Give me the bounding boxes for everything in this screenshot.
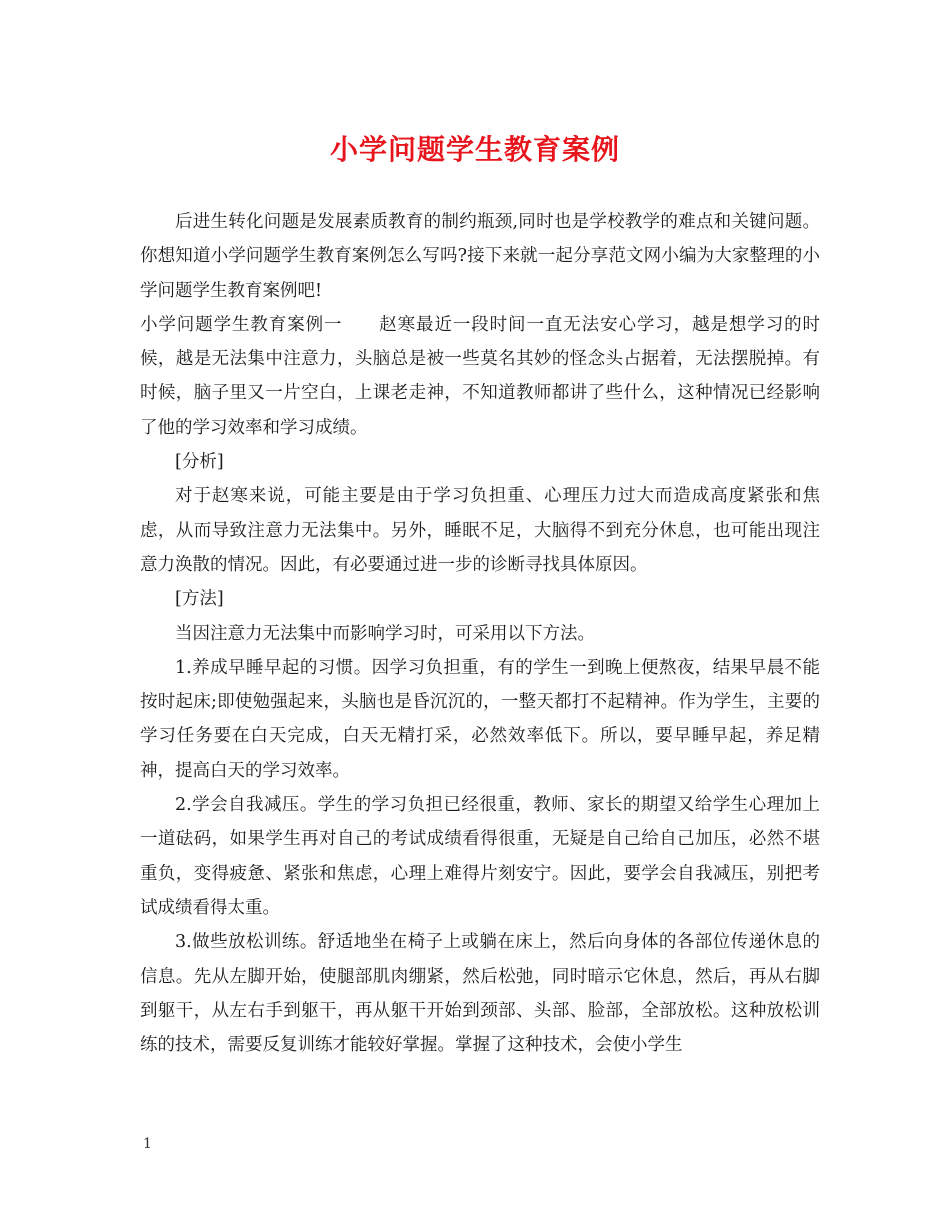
page-number: 1 xyxy=(143,1136,152,1152)
paragraph-analysis: 对于赵寒来说，可能主要是由于学习负担重、心理压力过大而造成高度紧张和焦虑，从而导致注意力无法集中。另外，睡眠不足，大脑得不到充分休息，也可能出现注意力涣散的情况。因此，有必要通过进一步的诊断寻找具体原因。 xyxy=(140,486,820,575)
paragraph-method-1: 1.养成早睡早起的习惯。因学习负担重，有的学生一到晚上便熬夜，结果早晨不能按时起床;即使勉强起来，头脑也是昏沉沉的，一整天都打不起精神。作为学生，主要的学习任务要在白天完成，白天无精打采，必然效率低下。所以，要早睡早起，养足精神，提高白天的学习效率。 xyxy=(140,657,820,781)
heading-analysis: [分析] xyxy=(175,452,224,473)
paragraph-method-intro: 当因注意力无法集中而影响学习时，可采用以下方法。 xyxy=(175,623,595,644)
paragraph-case-one: 小学问题学生教育案例一 赵寒最近一段时间一直无法安心学习，越是想学习的时候，越是无法集中注意力，头脑总是被一些莫名其妙的怪念头占据着，无法摆脱掉。有时候，脑子里又一片空白，上课老走神，不知道教师都讲了些什么，这种情况已经影响了他的学习效率和学习成绩。 xyxy=(140,314,820,438)
paragraph-method-2: 2.学会自我减压。学生的学习负担已经很重，教师、家长的期望又给学生心理加上一道砝码，如果学生再对自己的考试成绩看得很重，无疑是自己给自己加压，必然不堪重负，变得疲惫、紧张和焦虑，心理上难得片刻安宁。因此，要学会自我减压，别把考试成绩看得太重。 xyxy=(140,795,820,918)
heading-method: [方法] xyxy=(175,589,224,610)
document-title: 小学问题学生教育案例 xyxy=(329,133,620,166)
document-body xyxy=(140,205,820,1062)
paragraph-method-3: 3.做些放松训练。舒适地坐在椅子上或躺在床上，然后向身体的各部位传递休息的信息。先从左脚开始，使腿部肌肉绷紧，然后松弛，同时暗示它休息，然后，再从右脚到躯干，从左右手到躯干，再从躯干开始到颈部、头部、脸部，全部放松。这种放松训练的技术，需要反复训练才能较好掌握。掌握了这种技术，会使小学生 xyxy=(140,932,820,1056)
paragraph-intro: 后进生转化问题是发展素质教育的制约瓶颈,同时也是学校教学的难点和关键问题。你想知道小学问题学生教育案例怎么写吗?接下来就一起分享范文网小编为大家整理的小学问题学生教育案例吧! xyxy=(140,212,820,301)
